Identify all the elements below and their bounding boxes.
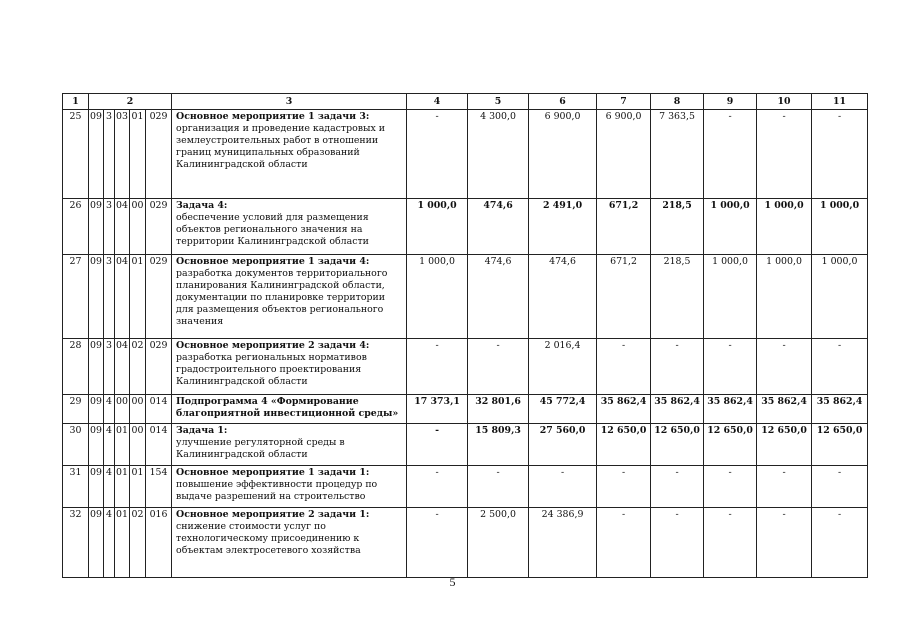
code-cell: 04: [115, 255, 130, 339]
description-cell: [172, 199, 407, 255]
code-cell: 016: [146, 508, 172, 578]
item-title: Задача 1:: [176, 425, 228, 436]
value-cell: -: [597, 339, 651, 395]
item-title: Основное мероприятие 2 задачи 4:: [176, 340, 370, 351]
item-title: Основное мероприятие 1 задачи 3:: [176, 111, 370, 122]
code-cell: 00: [115, 395, 130, 424]
row-number: 31: [63, 466, 89, 508]
item-title: Задача 4:: [176, 200, 228, 211]
value-cell: 218,5: [651, 199, 704, 255]
value-cell: 45 772,4: [529, 395, 597, 424]
value-cell: -: [757, 508, 812, 578]
value-cell: -: [651, 466, 704, 508]
code-cell: 09: [89, 508, 104, 578]
value-cell: -: [529, 466, 597, 508]
code-cell: 02: [130, 508, 146, 578]
value-cell: -: [407, 424, 468, 466]
code-cell: 029: [146, 199, 172, 255]
table-row: [63, 110, 868, 199]
value-cell: -: [757, 339, 812, 395]
value-cell: -: [812, 508, 868, 578]
item-description: снижение стоимости услуг по технологическому присоединению к объектам электросетевого хозяйства: [176, 521, 361, 556]
header-cell-7: 7: [597, 94, 651, 110]
value-cell: -: [407, 110, 468, 199]
value-cell: 12 650,0: [812, 424, 868, 466]
code-cell: 3: [104, 199, 115, 255]
value-cell: -: [704, 466, 757, 508]
code-cell: 01: [130, 255, 146, 339]
header-cell-11: 11: [812, 94, 868, 110]
code-cell: 04: [115, 199, 130, 255]
row-number: 29: [63, 395, 89, 424]
item-title: Основное мероприятие 1 задачи 1:: [176, 467, 370, 478]
row-number: 28: [63, 339, 89, 395]
value-cell: 218,5: [651, 255, 704, 339]
code-cell: 029: [146, 255, 172, 339]
item-description: разработка документов территориального планирования Калининградской области, документации по планировке территории для размещения объектов регионального значения: [176, 268, 388, 327]
value-cell: 1 000,0: [704, 199, 757, 255]
code-cell: 4: [104, 466, 115, 508]
item-description: повышение эффективности процедур по выдаче разрешений на строительство: [176, 479, 378, 502]
description-cell: [172, 395, 407, 424]
value-cell: -: [704, 508, 757, 578]
header-cell-1: 1: [63, 94, 89, 110]
value-cell: 1 000,0: [757, 199, 812, 255]
code-cell: 3: [104, 255, 115, 339]
value-cell: -: [704, 110, 757, 199]
header-row: [63, 94, 868, 110]
code-cell: 014: [146, 424, 172, 466]
value-cell: 7 363,5: [651, 110, 704, 199]
value-cell: -: [812, 339, 868, 395]
value-cell: -: [597, 466, 651, 508]
header-cell-6: 6: [529, 94, 597, 110]
value-cell: -: [468, 339, 529, 395]
value-cell: 1 000,0: [704, 255, 757, 339]
code-cell: 01: [115, 466, 130, 508]
value-cell: 15 809,3: [468, 424, 529, 466]
code-cell: 3: [104, 339, 115, 395]
description-cell: [172, 424, 407, 466]
value-cell: 2 500,0: [468, 508, 529, 578]
description-cell: [172, 255, 407, 339]
header-cell-5: 5: [468, 94, 529, 110]
code-cell: 09: [89, 199, 104, 255]
value-cell: 32 801,6: [468, 395, 529, 424]
value-cell: 2 016,4: [529, 339, 597, 395]
code-cell: 154: [146, 466, 172, 508]
value-cell: 35 862,4: [651, 395, 704, 424]
budget-table: [62, 93, 868, 578]
value-cell: 1 000,0: [407, 255, 468, 339]
item-title: Основное мероприятие 2 задачи 1:: [176, 509, 370, 520]
item-description: организация и проведение кадастровых и землеустроительных работ в отношении границ муниципальных образований Калининградской области: [176, 123, 386, 170]
value-cell: 12 650,0: [651, 424, 704, 466]
value-cell: -: [597, 508, 651, 578]
value-cell: 474,6: [468, 199, 529, 255]
value-cell: 2 491,0: [529, 199, 597, 255]
description-cell: [172, 466, 407, 508]
code-cell: 09: [89, 255, 104, 339]
code-cell: 029: [146, 110, 172, 199]
code-cell: 3: [104, 110, 115, 199]
item-description: разработка региональных нормативов градостроительного проектирования Калининградской области: [176, 352, 367, 387]
value-cell: -: [468, 466, 529, 508]
row-number: 25: [63, 110, 89, 199]
code-cell: 09: [89, 339, 104, 395]
code-cell: 4: [104, 424, 115, 466]
value-cell: 35 862,4: [812, 395, 868, 424]
code-cell: 00: [130, 395, 146, 424]
code-cell: 01: [130, 466, 146, 508]
value-cell: -: [757, 466, 812, 508]
value-cell: 474,6: [468, 255, 529, 339]
value-cell: -: [651, 339, 704, 395]
code-cell: 03: [115, 110, 130, 199]
code-cell: 04: [115, 339, 130, 395]
value-cell: 6 900,0: [529, 110, 597, 199]
value-cell: 24 386,9: [529, 508, 597, 578]
item-title: Подпрограмма 4 «Формирование благоприятной инвестиционной среды»: [176, 396, 399, 419]
description-cell: [172, 508, 407, 578]
value-cell: 35 862,4: [597, 395, 651, 424]
value-cell: -: [704, 339, 757, 395]
value-cell: -: [407, 508, 468, 578]
table-row: [63, 255, 868, 339]
table-row: [63, 466, 868, 508]
value-cell: 35 862,4: [704, 395, 757, 424]
header-cell-8: 8: [651, 94, 704, 110]
value-cell: -: [757, 110, 812, 199]
value-cell: 12 650,0: [704, 424, 757, 466]
row-number: 32: [63, 508, 89, 578]
value-cell: 27 560,0: [529, 424, 597, 466]
value-cell: 17 373,1: [407, 395, 468, 424]
value-cell: -: [812, 466, 868, 508]
table-row: [63, 395, 868, 424]
table-row: [63, 339, 868, 395]
item-title: Основное мероприятие 1 задачи 4:: [176, 256, 370, 267]
code-cell: 01: [130, 110, 146, 199]
item-description: обеспечение условий для размещения объектов регионального значения на территории Калининградской области: [176, 212, 369, 247]
value-cell: 1 000,0: [812, 255, 868, 339]
page-number: 5: [449, 575, 456, 589]
code-cell: 014: [146, 395, 172, 424]
value-cell: 671,2: [597, 199, 651, 255]
item-description: улучшение регуляторной среды в Калининградской области: [176, 437, 345, 460]
value-cell: 474,6: [529, 255, 597, 339]
value-cell: 4 300,0: [468, 110, 529, 199]
row-number: 27: [63, 255, 89, 339]
header-cell-2: 2: [89, 94, 172, 110]
value-cell: -: [651, 508, 704, 578]
value-cell: -: [407, 466, 468, 508]
value-cell: -: [407, 339, 468, 395]
value-cell: 1 000,0: [407, 199, 468, 255]
code-cell: 4: [104, 508, 115, 578]
description-cell: [172, 339, 407, 395]
value-cell: 12 650,0: [757, 424, 812, 466]
header-cell-4: 4: [407, 94, 468, 110]
table-body: [63, 94, 868, 578]
code-cell: 09: [89, 466, 104, 508]
code-cell: 09: [89, 424, 104, 466]
table-row: [63, 424, 868, 466]
value-cell: 1 000,0: [757, 255, 812, 339]
value-cell: 671,2: [597, 255, 651, 339]
code-cell: 4: [104, 395, 115, 424]
table-row: [63, 508, 868, 578]
code-cell: 09: [89, 110, 104, 199]
header-cell-10: 10: [757, 94, 812, 110]
header-cell-3: 3: [172, 94, 407, 110]
value-cell: -: [812, 110, 868, 199]
row-number: 26: [63, 199, 89, 255]
code-cell: 029: [146, 339, 172, 395]
code-cell: 02: [130, 339, 146, 395]
value-cell: 35 862,4: [757, 395, 812, 424]
value-cell: 12 650,0: [597, 424, 651, 466]
code-cell: 00: [130, 424, 146, 466]
code-cell: 01: [115, 508, 130, 578]
description-cell: [172, 110, 407, 199]
table-row: [63, 199, 868, 255]
code-cell: 09: [89, 395, 104, 424]
value-cell: 6 900,0: [597, 110, 651, 199]
budget-table-container: [62, 93, 868, 578]
value-cell: 1 000,0: [812, 199, 868, 255]
code-cell: 00: [130, 199, 146, 255]
row-number: 30: [63, 424, 89, 466]
header-cell-9: 9: [704, 94, 757, 110]
code-cell: 01: [115, 424, 130, 466]
